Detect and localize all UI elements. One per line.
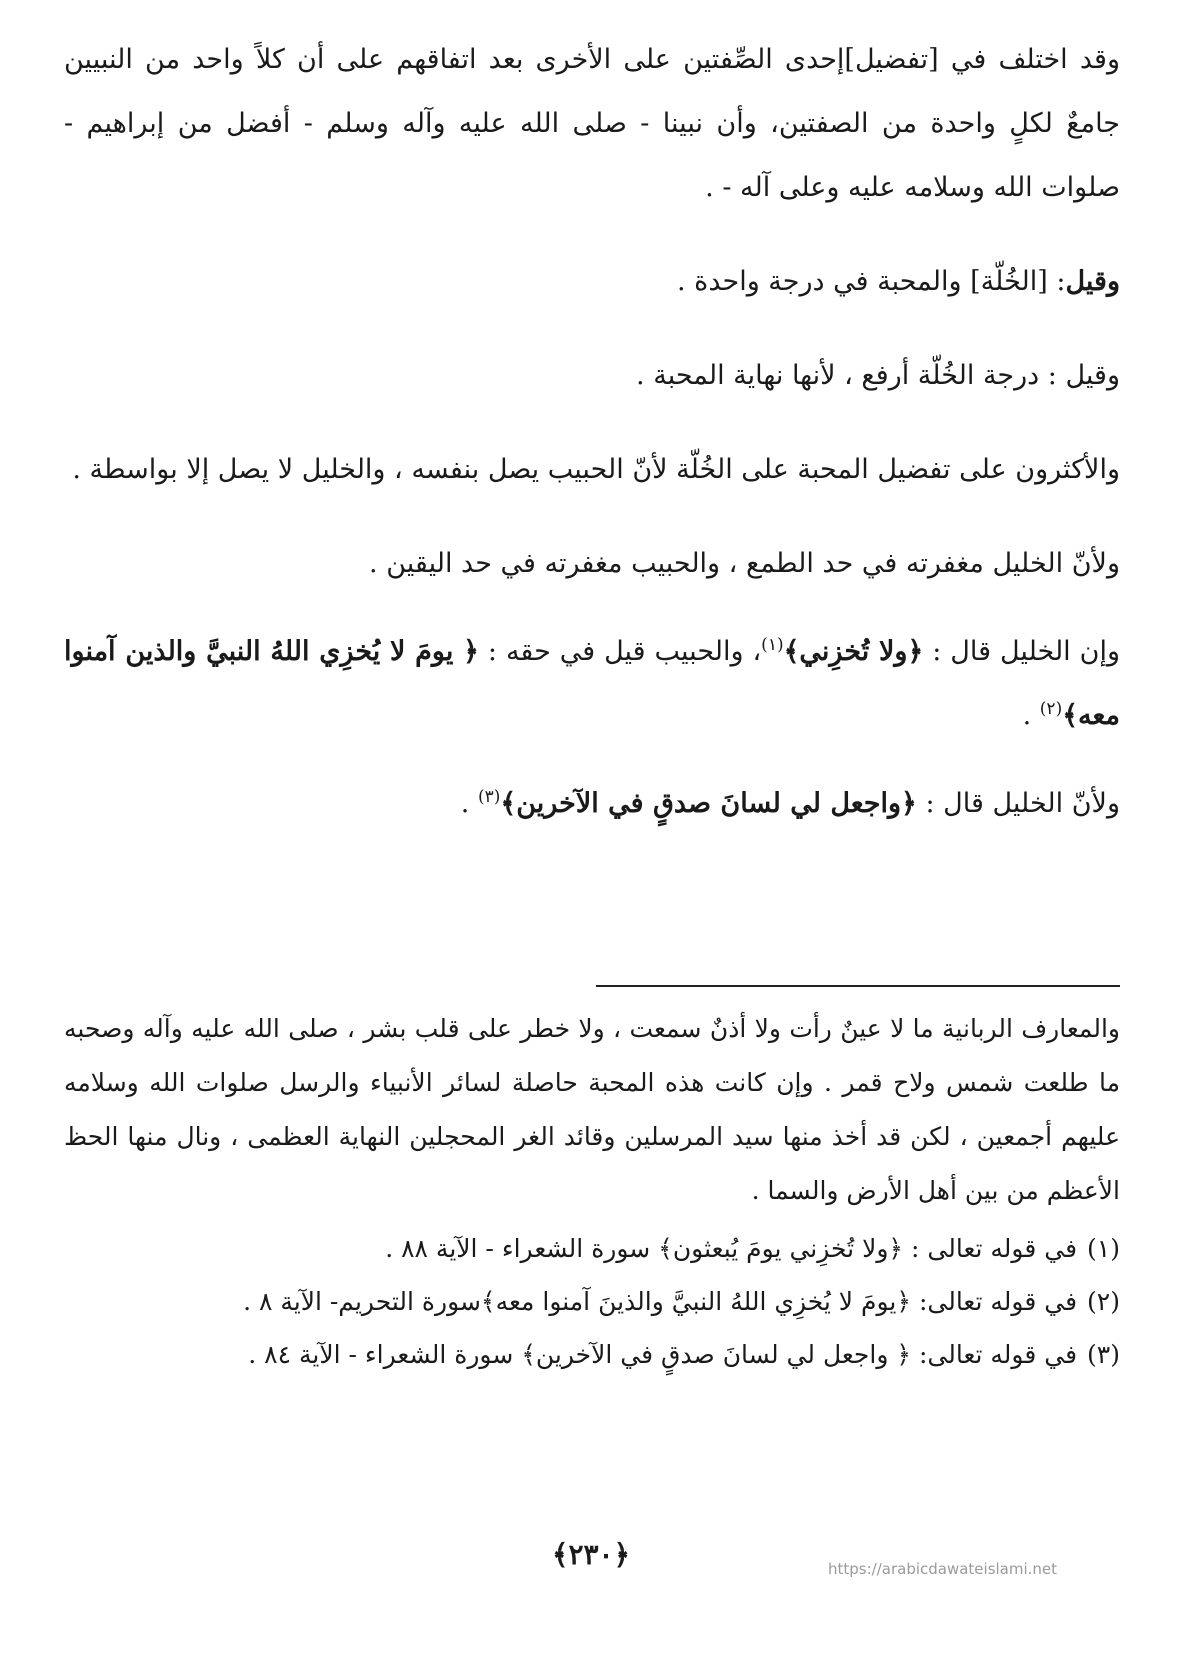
footnote-text: في قوله تعالى : ﴿ولا تُخزِني يومَ يُبعثون﴾ سورة الشعراء - الآية ٨٨ . [385,1234,1078,1263]
footnotes-list [64,1222,1120,1381]
footnote-reference-2[interactable]: (٢) [1039,699,1063,719]
footnote-reference-1[interactable]: (١) [761,635,784,655]
footnote-1 [64,1222,1120,1275]
text-segment: وإن الخليل قال : [923,636,1120,667]
footnote-2 [64,1275,1120,1328]
paragraph-khalil-said [64,620,1120,748]
text-segment: . [1022,700,1040,731]
footnote-number: (١) [1087,1234,1120,1263]
watermark-url: https://arabicdawateislami.net [828,1560,1058,1578]
paragraph-lead-word: وقيل [1065,266,1120,297]
paragraph-equal-degree [64,250,1120,314]
footnote-text: في قوله تعالى: ﴿ واجعل لي لسانَ صدقٍ في الآخرين﴾ سورة الشعراء - الآية ٨٤ . [248,1340,1078,1369]
paragraph-khullah-higher: وقيل : درجة الخُلّة أرفع ، لأنها نهاية المحبة . [636,360,1120,391]
paragraph-body: : [الخُلّة] والمحبة في درجة واحدة . [677,266,1066,297]
paragraph-forgiveness: ولأنّ الخليل مغفرته في حد الطمع ، والحبيب مغفرته في حد اليقين . [369,548,1120,579]
continuation-text: والمعارف الربانية ما لا عينٌ رأت ولا أذنٌ سمعت ، ولا خطر على قلب بشر ، صلى الله عليه وآله وصحبه ما طلعت شمس ولاح قمر . وإن كانت هذه المحبة حاصلة لسائر الأنبياء والرسل صلوات الله وسلامه عليهم أجمعين ، لكن قد أخذ منها سيد المرسلين وقائد الغر المحجلين النهاية العظمى ، ونال منها الحظ الأعظم من بين أهل الأرض والسما . [64,1014,1120,1205]
quran-quote: ﴿واجعل لي لسانَ صدقٍ في الآخرين﴾ [500,788,917,819]
paragraph-majority-view: والأكثرون على تفضيل المحبة على الخُلّة لأنّ الحبيب يصل بنفسه ، والخليل لا يصل إلا بواسطة . [72,454,1120,485]
paragraph-disagreement: وقد اختلف في [تفضيل]إحدى الصِّفتين على الأخرى بعد اتفاقهم على أن كلاً واحد من النبيين جامعٌ لكلٍ واحدة من الصفتين، وأن نبينا - صلى الله عليه وآله وسلم - أفضل من إبراهيم - صلوات الله وسلامه عليه وعلى آله - . [64,44,1120,203]
footnote-number: (٢) [1087,1287,1120,1316]
quran-quote: ﴿ يومَ لا يُخزِي اللهُ النبيَّ والذين آمنوا معه﴾ [64,636,1120,731]
text-segment: . [460,788,478,819]
footnote-continuation [64,1002,1120,1218]
text-segment: ، والحبيب قيل في حقه : [478,636,762,667]
footnote-3 [64,1328,1120,1381]
paragraph-khalil-prayer [64,772,1120,836]
main-text [64,28,1120,866]
quran-quote: ﴿ولا تُخزِني﴾ [783,636,924,667]
footnote-number: (٣) [1087,1340,1120,1369]
text-segment: ولأنّ الخليل قال : [916,788,1120,819]
footnote-reference-3[interactable]: (٣) [477,787,501,807]
footnote-divider [596,985,1120,987]
footnote-text: في قوله تعالى: ﴿يومَ لا يُخزِي اللهُ النبيَّ والذينَ آمنوا معه﴾سورة التحريم- الآية ٨ . [243,1287,1078,1316]
page-number: ﴿٢٣٠﴾ [552,1538,630,1571]
